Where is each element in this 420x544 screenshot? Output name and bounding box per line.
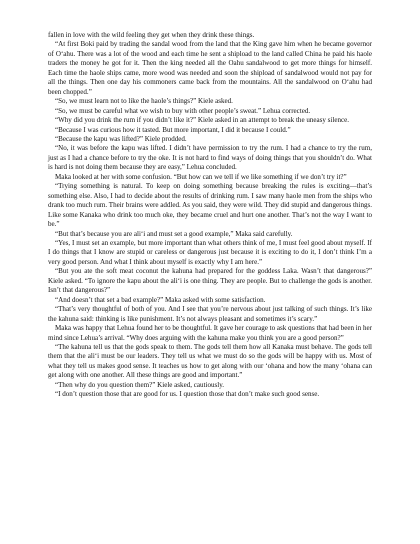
paragraph: “At first Boki paid by trading the sandal wood from the land that the King gave him when he became governor of O‘ahu. There was a lot of the wood and each time he sent a shipload to the land called China he paid his haole traders the money he got for it. Then the king needed all the Oahu sandalwood to get more things for himself. Each time the haole ships came, more wood was needed and soon the shipload of sandalwood would not pay for all the things. Then one day his commoners came back from the mountains. All the sandalwood on O‘ahu had been chopped.” xyxy=(48,40,372,96)
paragraph: Maka looked at her with some confusion. “But how can we tell if we like something if we don’t try it?” xyxy=(55,172,347,181)
paragraph: “And doesn’t that set a bad example?” Maka asked with some satisfaction. xyxy=(55,295,266,304)
paragraph: “But you ate the soft meat coconut the kahuna had prepared for the goddess Laka. Wasn’t that dangerous?” Kiele asked. “To ignore the kapu about the ali‘i is one thing. They are people. But to challenge the gods is another. Isn’t that dangerous?” xyxy=(48,267,372,295)
paragraph: “Then why do you question them?” Kiele asked, cautiously. xyxy=(55,380,225,389)
paragraph: “So, we must be careful what we wish to buy with other people’s sweat.” Lehua corrected. xyxy=(55,106,311,115)
paragraph: “Because the kapu was lifted?” Kiele prodded. xyxy=(55,134,187,143)
paragraph: “The kahuna tell us that the gods speak to them. The gods tell them how all Kanaka must behave. The gods tell them that the ali‘i must be our leaders. They tell us what we must do so the gods will be happy with us. Most of what they tell us makes good sense. It teaches us how to get along with our ‘ohana and how the many ‘ohana can get along with one another. All these things are good and important.” xyxy=(48,342,372,380)
paragraph: “I don’t question those that are good for us. I question those that don’t make such good sense. xyxy=(55,390,320,399)
paragraph: “Yes, I must set an example, but more important than what others think of me, I must feel good about myself. If I do things that I know are stupid or careless or dangerous just because it is exciting to do it, I don’t think I’m a very good person. And what I think about myself is exactly why I am here.” xyxy=(48,238,372,266)
paragraph: “Why did you drink the rum if you didn’t like it?” Kiele asked in an attempt to break the uneasy silence. xyxy=(55,116,349,125)
paragraph: fallen in love with the wild feeling they get when they drink these things. xyxy=(48,31,255,39)
paragraph: “No, it was before the kapu was lifted. I didn’t have permission to try the rum. I had a chance to try the rum, just as I had a chance before to try the oke. It is not hard to find ways of doing things that you shouldn’t do. What is hard is not doing them because they are easy,” Lehua concluded. xyxy=(48,144,372,172)
paragraph: “Because I was curious how it tasted. But more important, I did it because I could.” xyxy=(55,125,291,134)
paragraph: “So, we must learn not to like the haole’s things?” Kiele asked. xyxy=(55,97,233,106)
paragraph: Maka was happy that Lehua found her to be thoughtful. It gave her courage to ask questions that had been in her mind since Lehua’s arrival. “Why does arguing with the kahuna make you think you are a good person?” xyxy=(48,324,373,342)
paragraph: “But that’s because you are ali‘i and must set a good example,” Maka said carefully. xyxy=(55,229,293,238)
document-page xyxy=(48,31,372,400)
paragraph: “That’s very thoughtful of both of you. And I see that you’re nervous about just talking of such things. It’s like the kahuna said: thinking is like punishment. It’s not always pleasant and sometimes it’s scary.” xyxy=(48,305,372,323)
paragraph: “Trying something is natural. To keep on doing something because breaking the rules is exciting—that’s something else. Also, I had to decide about the results of drinking rum. I saw many haole men from the ships who drank too much rum. Their brains were addled. As you said, they were wild. They did stupid and dangerous things. Like some Kanaka who drink too much oke, they became cruel and hurt one another. That’s not the way I want to be.” xyxy=(48,182,372,229)
